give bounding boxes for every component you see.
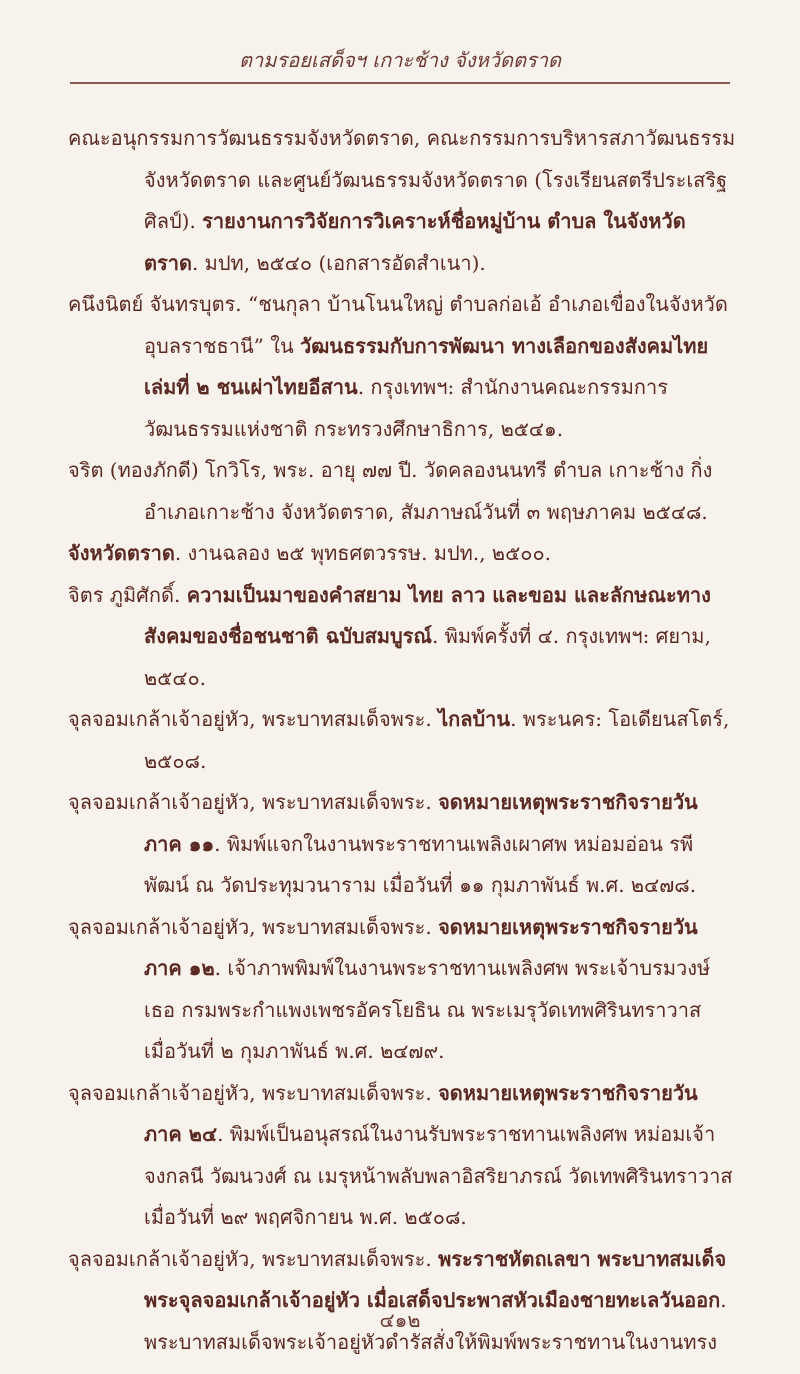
bibliography-entry: จุลจอมเกล้าเจ้าอยู่หัว, พระบาทสมเด็จพระ. พระราชหัตถเลขา พระบาทสมเด็จพระจุลจอมเกล้าเจ้าอยู่หัว เมื่อเสด็จประพาสหัวเมืองชายทะเลวันออก. พระบาทสมเด็จพระเจ้าอยู่หัวดำรัสสั่งให้พิมพ์พระราชทานในงานทรง: [68, 1246, 727, 1354]
bibliography-entry: คณะอนุกรรมการวัฒนธรรมจังหวัดตราด, คณะกรรมการบริหารสภาวัฒนธรรมจังหวัดตราด และศูนย์วัฒนธรรมจังหวัดตราด (โรงเรียนสตรีประเสริฐศิลป์). รายงานการวิจัยการวิเคราะห์ชื่อหมู่บ้าน ตำบล ในจังหวัดตราด. มปท, ๒๕๔๐ (เอกสารอัดสำเนา).: [68, 126, 736, 275]
header-rule: [70, 82, 730, 84]
bibliography-entry: จุลจอมเกล้าเจ้าอยู่หัว, พระบาทสมเด็จพระ. จดหมายเหตุพระราชกิจรายวัน ภาค ๑๒. เจ้าภาพพิมพ์ในงานพระราชทานเพลิงศพ พระเจ้าบรมวงษ์เธอ กรมพระกำแพงเพชรอัครโยธิน ณ พระเมรุวัดเทพศิรินทราวาส เมื่อวันที่ ๒ กุมภาพันธ์ พ.ศ. ๒๔๗๙.: [68, 914, 711, 1063]
bibliography-entry: จิตร ภูมิศักดิ์. ความเป็นมาของคำสยาม ไทย ลาว และขอม และลักษณะทางสังคมของชื่อชนชาติ ฉบับสมบูรณ์. พิมพ์ครั้งที่ ๔. กรุงเทพฯ: ศยาม, ๒๕๔๐.: [68, 582, 711, 690]
bibliography-entry: จุลจอมเกล้าเจ้าอยู่หัว, พระบาทสมเด็จพระ. จดหมายเหตุพระราชกิจรายวัน ภาค ๑๑. พิมพ์แจกในงานพระราชทานเพลิงเผาศพ หม่อมอ่อน รพีพัฒน์ ณ วัดประทุมวนาราม เมื่อวันที่ ๑๑ กุมภาพันธ์ พ.ศ. ๒๔๗๘.: [68, 790, 698, 897]
bibliography-entry: จังหวัดตราด. งานฉลอง ๒๕ พุทธศตวรรษ. มปท., ๒๕๐๐.: [68, 541, 552, 565]
bibliography-entry: จุลจอมเกล้าเจ้าอยู่หัว, พระบาทสมเด็จพระ. ไกลบ้าน. พระนคร: โอเดียนสโตร์, ๒๕๐๘.: [68, 707, 730, 773]
bibliography-entry: จุลจอมเกล้าเจ้าอยู่หัว, พระบาทสมเด็จพระ. จดหมายเหตุพระราชกิจรายวัน ภาค ๒๔. พิมพ์เป็นอนุสรณ์ในงานรับพระราชทานเพลิงศพ หม่อมเจ้าจงกลนี วัฒนวงศ์ ณ เมรุหน้าพลับพลาอิสริยาภรณ์ วัดเทพศิรินทราวาส เมื่อวันที่ ๒๙ พฤศจิกายน พ.ศ. ๒๕๐๘.: [68, 1080, 733, 1229]
bibliography-entry: จริต (ทองภักดี) โกวิโร, พระ. อายุ ๗๗ ปี. วัดคลองนนทรี ตำบล เกาะช้าง กิ่งอำเภอเกาะช้าง จังหวัดตราด, สัมภาษณ์วันที่ ๓ พฤษภาคม ๒๕๔๘.: [68, 458, 713, 524]
bibliography-list: [68, 118, 736, 1363]
page-number: ๔๑๒: [379, 1308, 421, 1332]
bibliography-entry: คนึงนิตย์ จันทรบุตร. “ชนกุลา บ้านโนนใหญ่ ตำบลก่อเอ้ อำเภอเขื่องในจังหวัดอุบลราชธานี” ใน วัฒนธรรมกับการพัฒนา ทางเลือกของสังคมไทย เล่มที่ ๒ ชนเผ่าไทยอีสาน. กรุงเทพฯ: สำนักงานคณะกรรมการวัฒนธรรมแห่งชาติ กระทรวงศึกษาธิการ, ๒๕๔๑.: [68, 292, 728, 441]
running-header: ตามรอยเสด็จฯ เกาะช้าง จังหวัดตราด: [239, 48, 561, 72]
